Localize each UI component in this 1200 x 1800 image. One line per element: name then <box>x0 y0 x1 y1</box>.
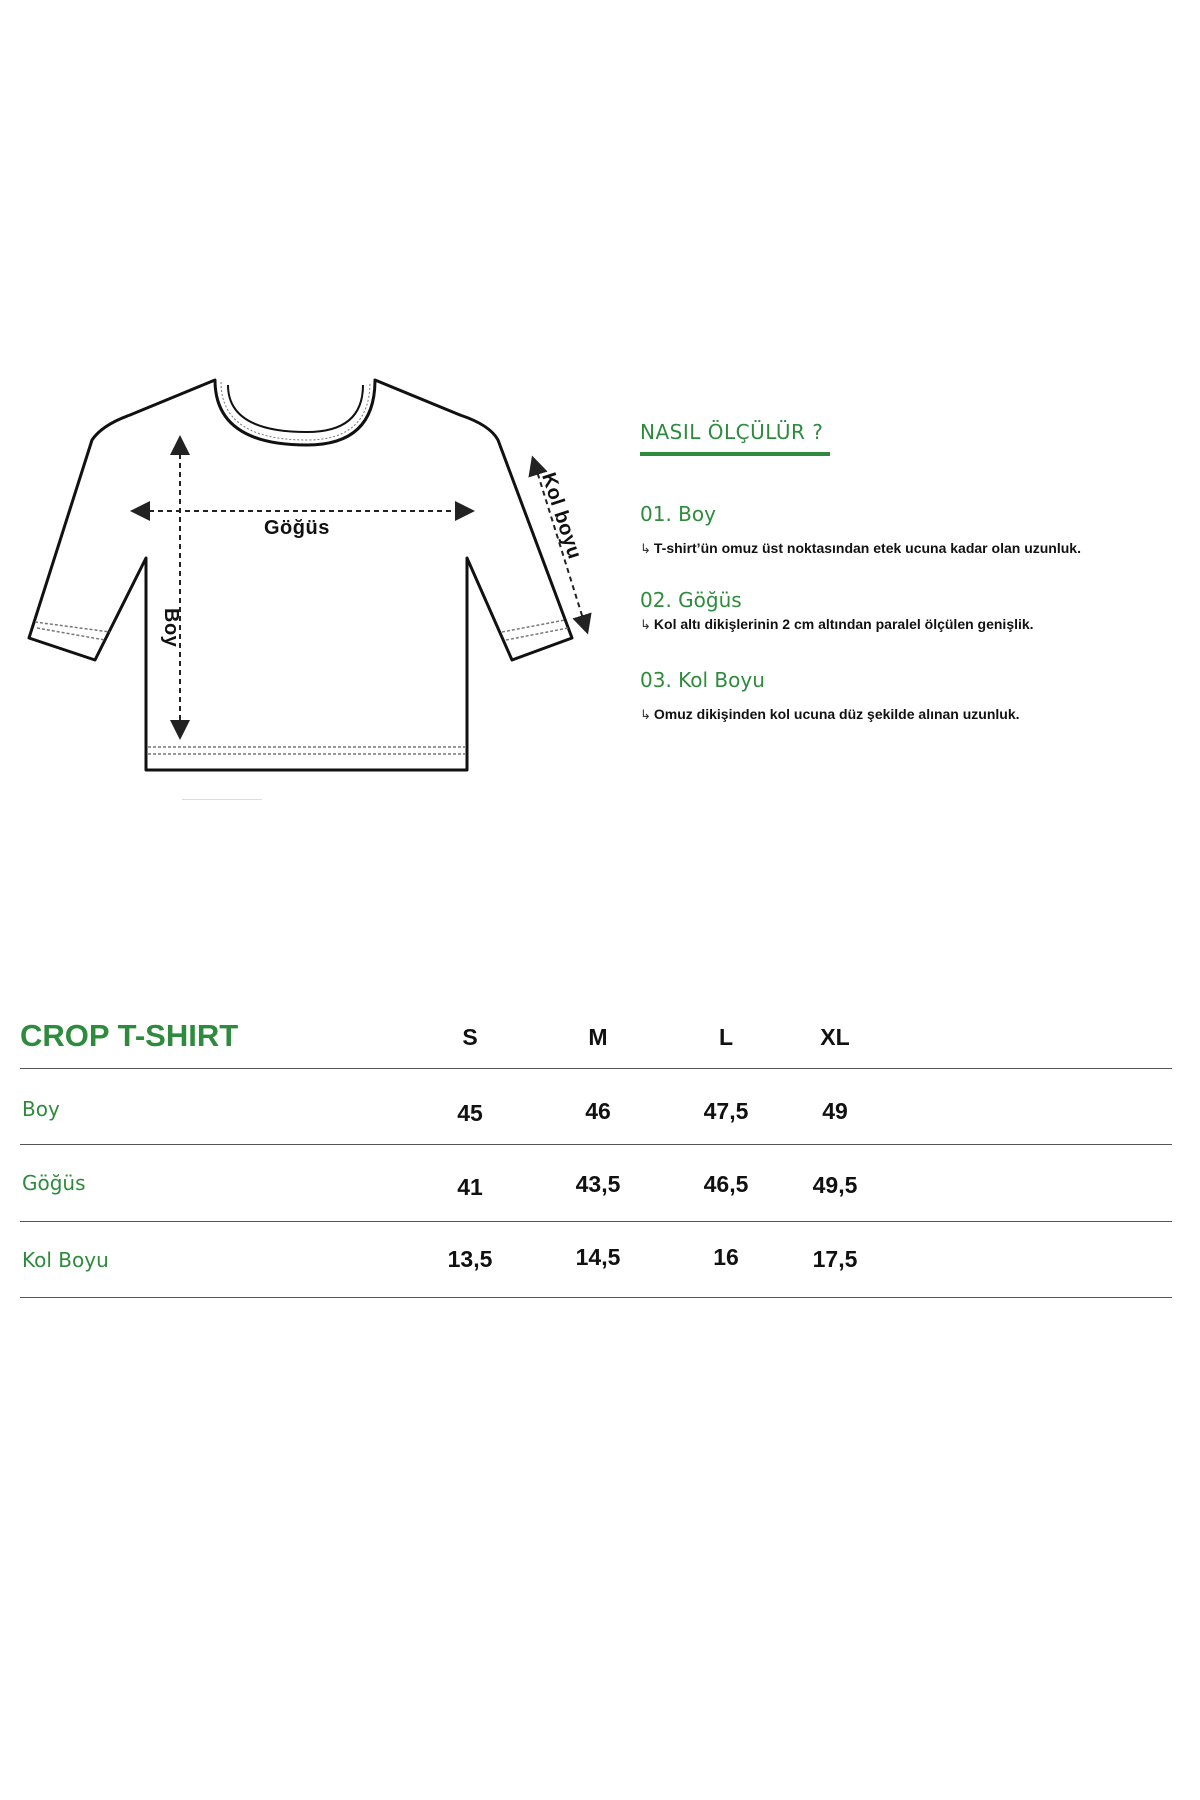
table-cell: 14,5 <box>575 1244 621 1270</box>
sleeve-length-label: Kol boyu <box>537 470 586 562</box>
table-cell: 16 <box>713 1244 739 1270</box>
return-arrow-icon: ↳ <box>640 708 651 723</box>
how-to-measure-section <box>640 420 1140 723</box>
collar-line <box>228 385 363 432</box>
size-header-l: L <box>718 1024 734 1050</box>
step-title: 03. Kol Boyu <box>640 668 765 692</box>
table-divider <box>20 1297 1172 1298</box>
step-chest <box>640 588 1034 633</box>
step-title: 01. Boy <box>640 502 716 526</box>
step-length <box>640 502 1081 557</box>
row-label-kol-boyu: Kol Boyu <box>22 1248 109 1272</box>
table-cell: 45 <box>457 1100 483 1126</box>
row-label-boy: Boy <box>22 1097 60 1121</box>
row-label-gogus: Göğüs <box>22 1171 86 1195</box>
step-title: 02. Göğüs <box>640 588 742 612</box>
tshirt-measurement-diagram <box>0 370 620 800</box>
table-cell: 17,5 <box>812 1246 858 1272</box>
step-sleeve <box>640 668 1020 723</box>
step-description: ↳ Omuz dikişinden kol ucuna düz şekilde alınan uzunluk. <box>640 706 1020 723</box>
table-cell: 46 <box>585 1098 611 1124</box>
title-underline <box>640 452 830 456</box>
table-cell: 41 <box>457 1174 483 1200</box>
table-divider <box>20 1221 1172 1222</box>
return-arrow-icon: ↳ <box>640 618 651 633</box>
size-header-xl: XL <box>820 1024 850 1050</box>
table-cell: 43,5 <box>575 1171 621 1197</box>
tshirt-outline <box>29 380 572 770</box>
return-arrow-icon: ↳ <box>640 542 651 557</box>
how-to-measure-title: NASIL ÖLÇÜLÜR ? <box>640 420 824 444</box>
table-divider <box>20 1144 1172 1145</box>
size-header-m: M <box>588 1024 608 1050</box>
table-cell: 46,5 <box>703 1171 749 1197</box>
table-cell: 13,5 <box>447 1246 493 1272</box>
length-label: Boy <box>160 608 182 648</box>
table-cell: 47,5 <box>703 1098 749 1124</box>
table-cell: 49 <box>822 1098 848 1124</box>
step-description: ↳ Kol altı dikişlerinin 2 cm altından paralel ölçülen genişlik. <box>640 616 1034 633</box>
step-description: ↳ T-shirt’ün omuz üst noktasından etek ucuna kadar olan uzunluk. <box>640 540 1081 557</box>
chest-label: Göğüs <box>264 517 330 539</box>
table-cell: 49,5 <box>812 1172 858 1198</box>
size-header-s: S <box>462 1024 478 1050</box>
product-title: CROP T-SHIRT <box>20 1018 239 1053</box>
table-divider <box>20 1068 1172 1069</box>
